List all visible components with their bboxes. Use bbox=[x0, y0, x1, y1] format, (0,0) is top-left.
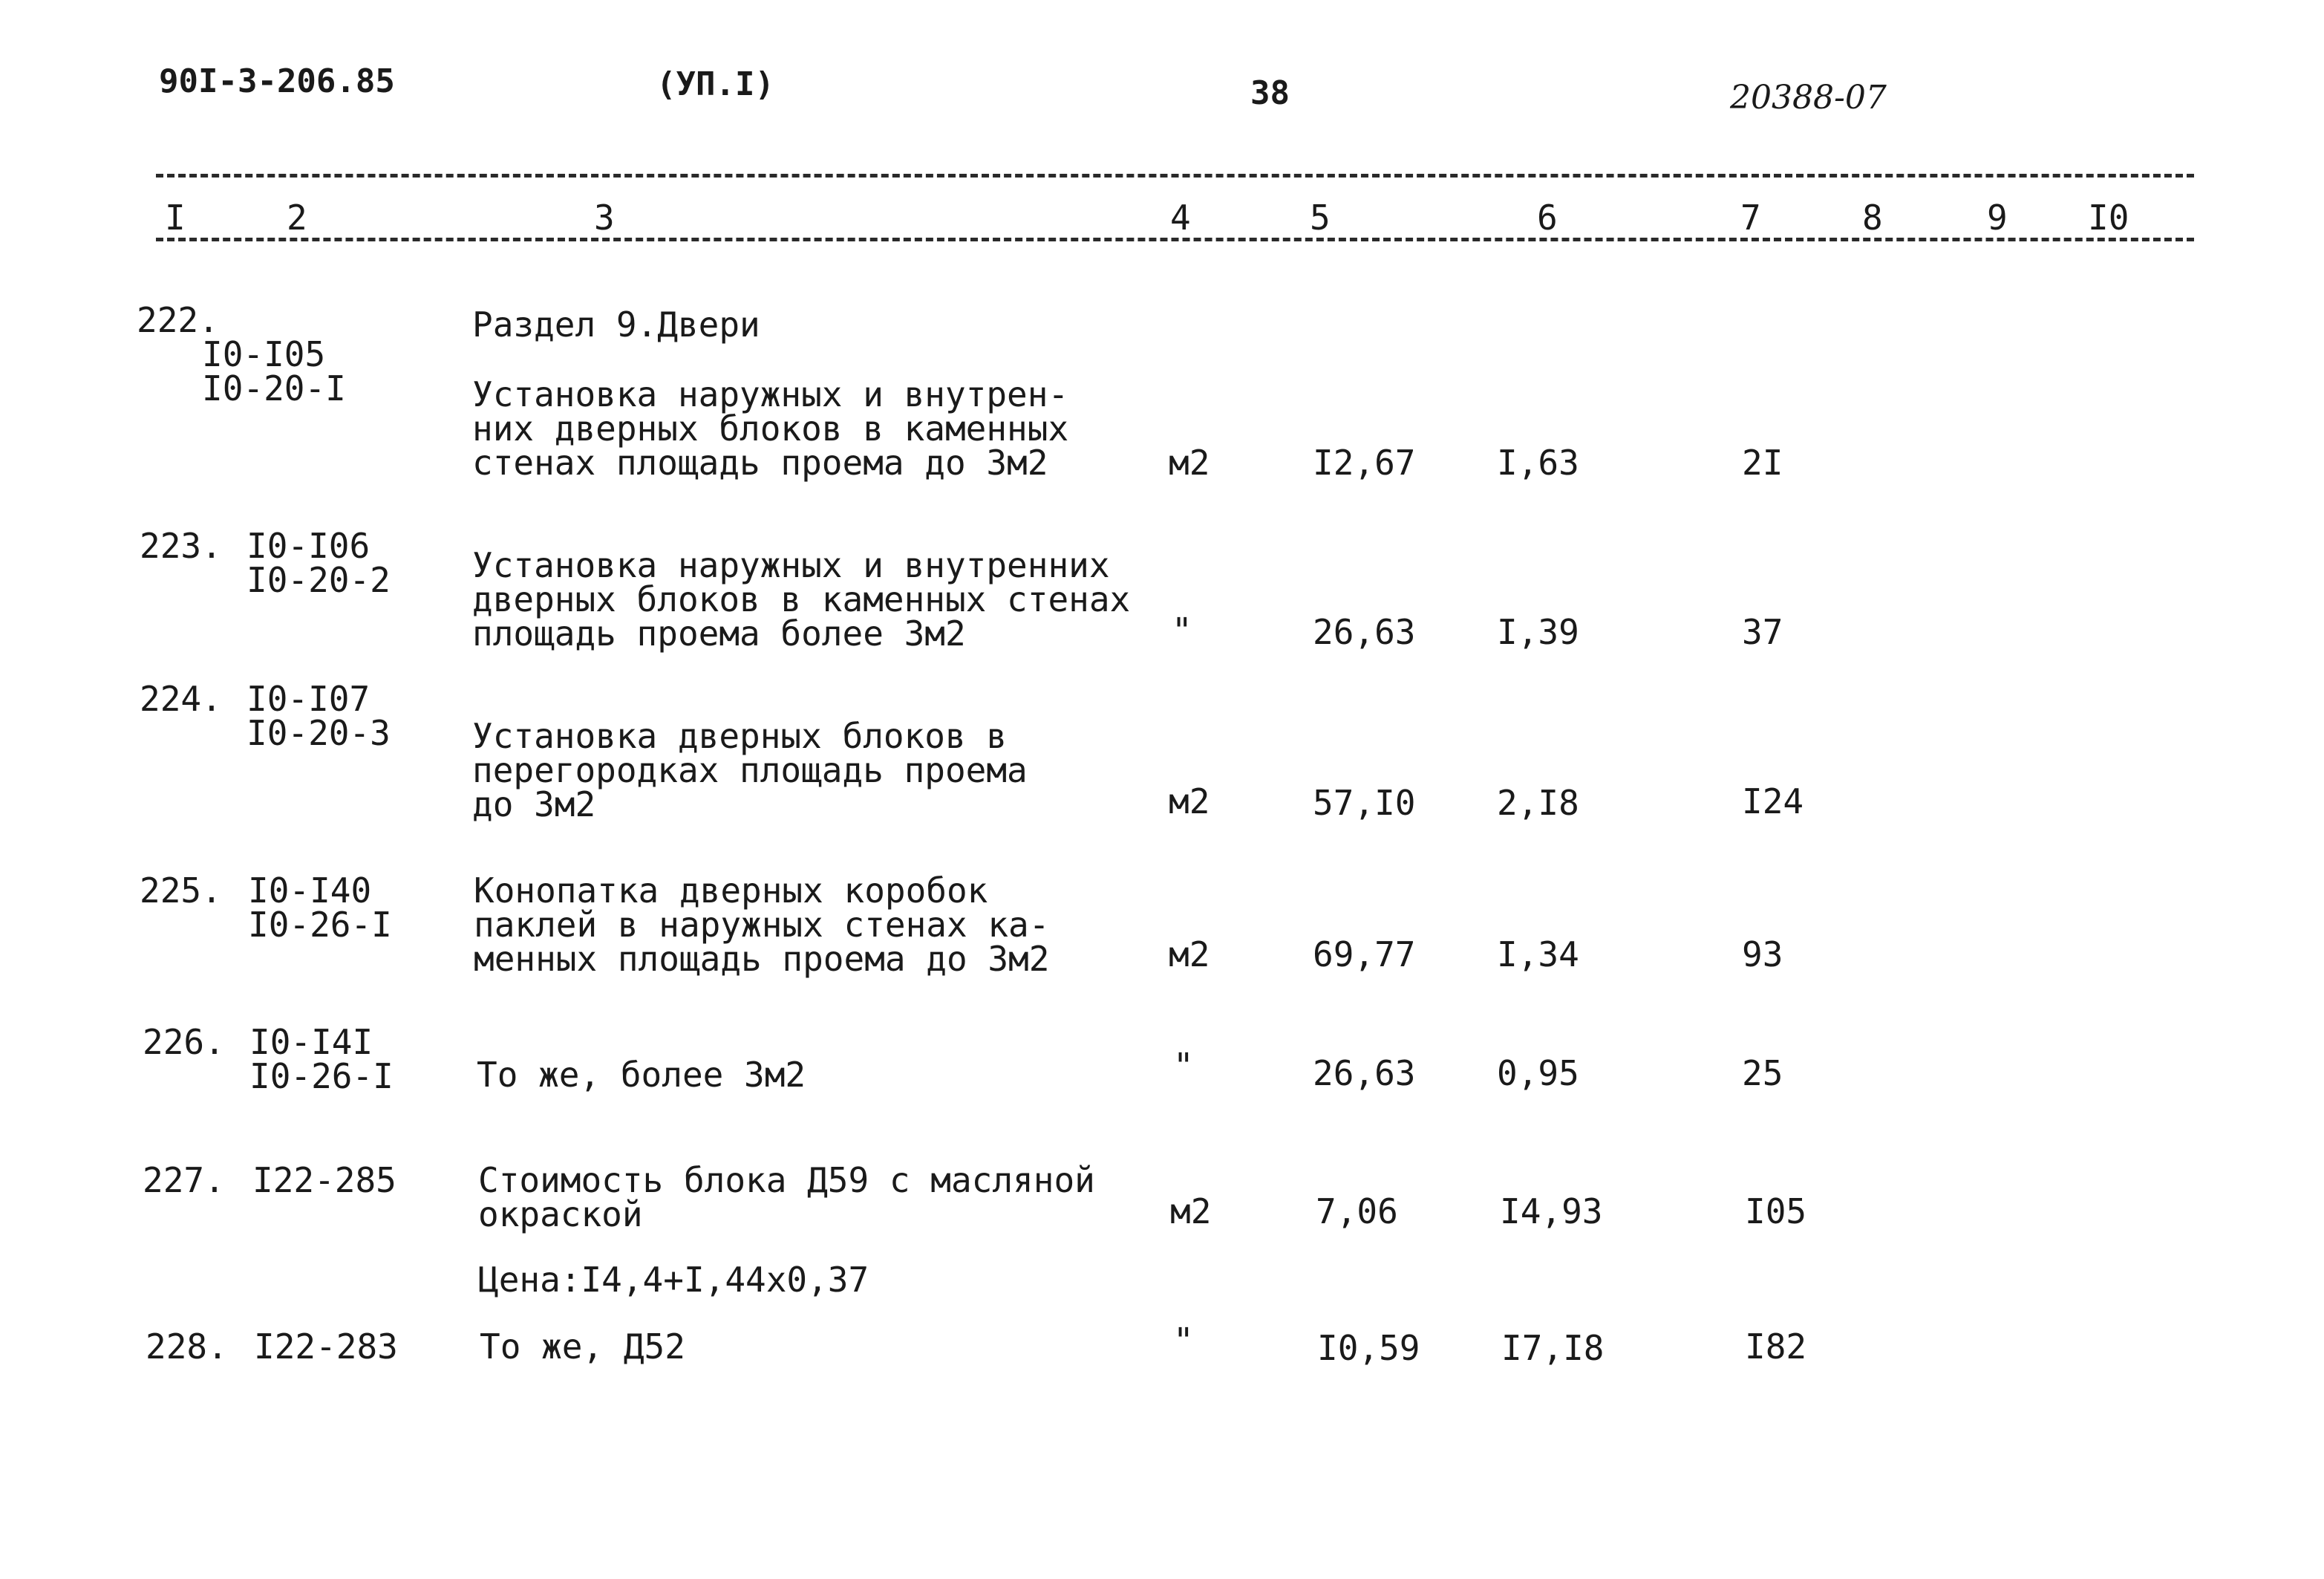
row-unit: м2 bbox=[1170, 1191, 1212, 1231]
row-price-note: Цена:I4,4+I,44x0,37 bbox=[478, 1260, 869, 1300]
column-number-2: 2 bbox=[287, 198, 307, 238]
row-total: 93 bbox=[1742, 934, 1783, 974]
document-code: 90I-3-206.85 bbox=[159, 62, 395, 100]
row-total: 2I bbox=[1742, 443, 1783, 483]
row-number: 226. bbox=[143, 1022, 225, 1062]
row-unit-price: I4,93 bbox=[1500, 1191, 1603, 1231]
row-number: 225. bbox=[140, 870, 222, 911]
header-top-rule bbox=[156, 174, 2194, 178]
row-norm-code: I0-I06 I0-20-2 bbox=[247, 526, 391, 600]
row-description: Стоимость блока Д59 с масляной окраской bbox=[478, 1160, 1095, 1234]
row-unit-price: I7,I8 bbox=[1501, 1328, 1605, 1368]
row-number: 227. bbox=[143, 1160, 225, 1200]
row-quantity: I0,59 bbox=[1317, 1328, 1420, 1368]
row-unit: " bbox=[1173, 1046, 1194, 1086]
row-unit: м2 bbox=[1169, 443, 1210, 483]
row-unit-price: I,34 bbox=[1497, 934, 1579, 974]
row-quantity: 57,I0 bbox=[1313, 783, 1416, 823]
section-title: Раздел 9.Двери bbox=[472, 305, 760, 345]
page-number: 38 bbox=[1250, 74, 1290, 112]
row-description: То же, Д52 bbox=[480, 1326, 685, 1367]
column-number-5: 5 bbox=[1310, 198, 1331, 238]
row-total: 25 bbox=[1742, 1053, 1783, 1093]
column-number-1: I bbox=[165, 198, 186, 238]
row-description: Конопатка дверных коробок паклей в наружных стенах ка- менных площадь проема до 3м2 bbox=[474, 870, 1050, 979]
row-unit: " bbox=[1173, 1321, 1194, 1361]
column-number-6: 6 bbox=[1537, 198, 1558, 238]
section-number: 222. bbox=[137, 300, 219, 340]
inventory-number: 20388-07 bbox=[1730, 79, 1887, 117]
row-norm-code: I0-I05 I0-20-I bbox=[202, 334, 346, 408]
row-description: Установка дверных блоков в перегородках площадь проема до 3м2 bbox=[472, 716, 1028, 824]
row-total: I05 bbox=[1745, 1191, 1807, 1231]
row-unit-price: 0,95 bbox=[1497, 1053, 1579, 1093]
column-number-8: 8 bbox=[1862, 198, 1883, 238]
row-quantity: 26,63 bbox=[1313, 1053, 1416, 1093]
row-description: Установка наружных и внутренних дверных блоков в каменных стенах площадь проема более 3м2 bbox=[472, 545, 1131, 654]
row-quantity: 26,63 bbox=[1313, 612, 1416, 652]
row-quantity: 69,77 bbox=[1313, 934, 1416, 974]
row-total: I24 bbox=[1742, 781, 1804, 821]
row-total: I82 bbox=[1745, 1326, 1807, 1367]
row-norm-code: I0-I40 I0-26-I bbox=[248, 870, 392, 945]
row-unit-price: I,63 bbox=[1497, 443, 1579, 483]
row-quantity: 7,06 bbox=[1316, 1191, 1398, 1231]
column-number-4: 4 bbox=[1170, 198, 1191, 238]
row-description: Установка наружных и внутрен- них дверных блоков в каменных стенах площадь проема до 3м2 bbox=[472, 374, 1069, 483]
column-number-3: 3 bbox=[594, 198, 615, 238]
row-number: 228. bbox=[146, 1326, 228, 1367]
row-total: 37 bbox=[1742, 612, 1783, 652]
row-quantity: I2,67 bbox=[1313, 443, 1416, 483]
column-number-9: 9 bbox=[1987, 198, 2008, 238]
column-number-7: 7 bbox=[1740, 198, 1761, 238]
row-norm-code: I22-285 bbox=[252, 1160, 396, 1200]
row-norm-code: I0-I4I I0-26-I bbox=[249, 1022, 394, 1096]
row-unit-price: I,39 bbox=[1497, 612, 1579, 652]
album-number: (УП.I) bbox=[656, 65, 774, 103]
row-norm-code: I0-I07 I0-20-3 bbox=[247, 679, 391, 753]
row-number: 223. bbox=[140, 526, 222, 566]
column-number-10: I0 bbox=[2088, 198, 2129, 238]
row-unit: м2 bbox=[1169, 934, 1210, 974]
row-unit-price: 2,I8 bbox=[1497, 783, 1579, 823]
row-number: 224. bbox=[140, 679, 222, 719]
header-bottom-rule bbox=[156, 238, 2194, 241]
row-unit: " bbox=[1172, 611, 1192, 651]
row-description: То же, более 3м2 bbox=[477, 1055, 806, 1095]
row-norm-code: I22-283 bbox=[254, 1326, 398, 1367]
row-unit: м2 bbox=[1169, 781, 1210, 821]
